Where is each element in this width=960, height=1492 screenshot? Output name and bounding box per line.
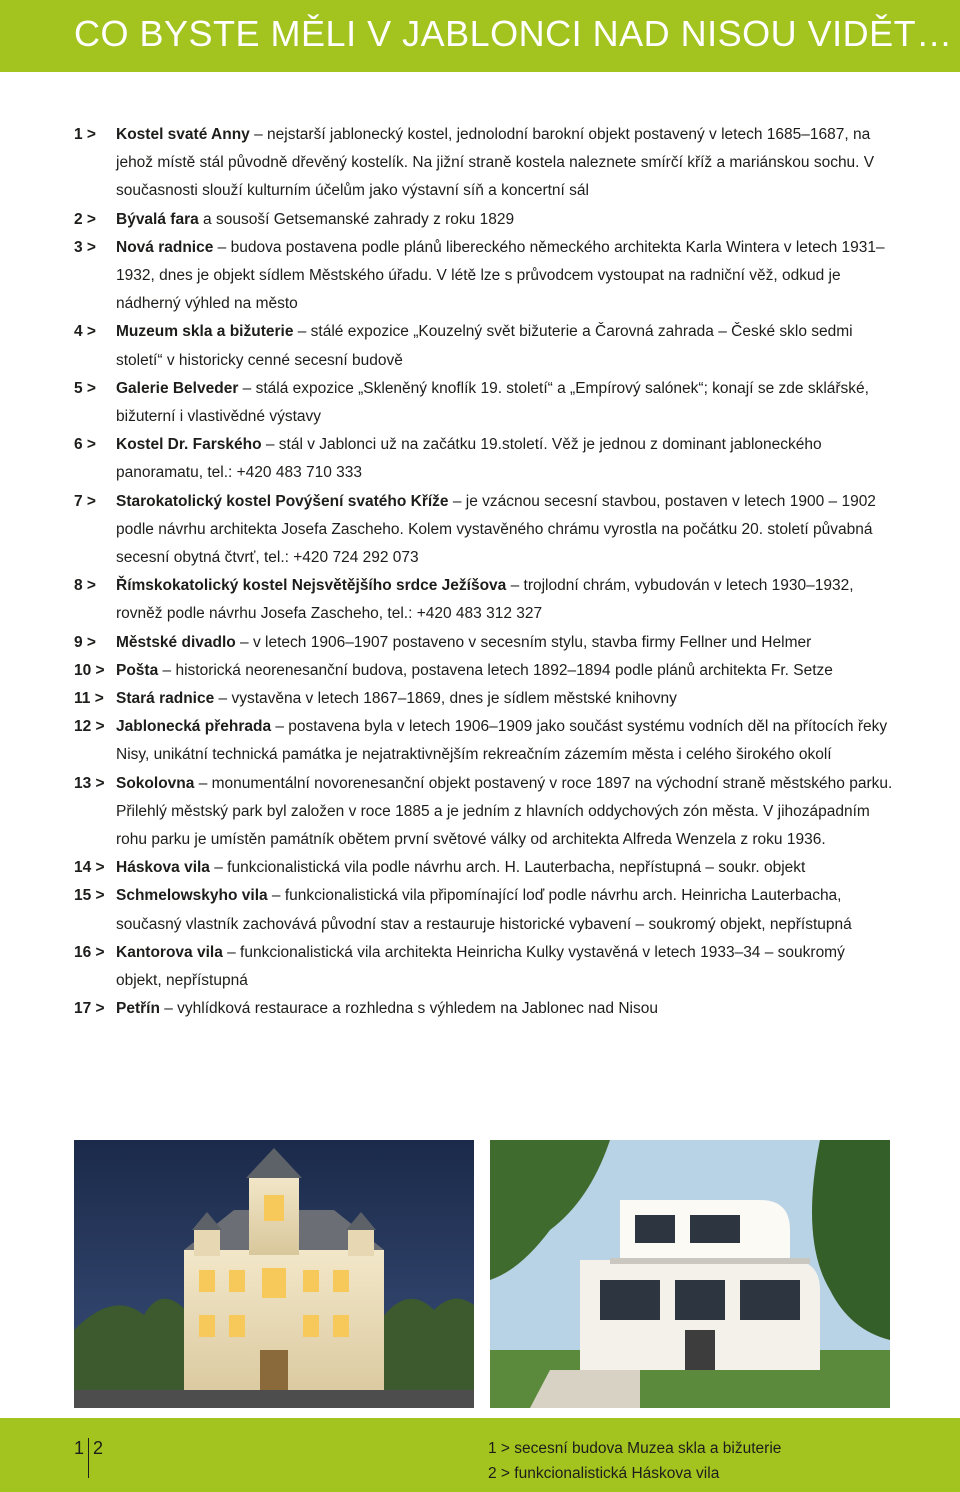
divider	[88, 1438, 89, 1478]
photo-numbers	[74, 1438, 103, 1478]
item-description: – monumentální novorenesanční objekt postavený v roce 1897 na východní straně městského parku. Přilehlý městský park byl založen v roce 1885 a je jedním z hlavních oddychových zón města. V jihozápadním rohu parku je umístěn památník obětem první světové války od architekta Alfreda Wenzela z roku 1936.	[116, 774, 893, 849]
item-name: Nová radnice	[116, 238, 214, 256]
list-item	[74, 375, 894, 431]
item-number: 8 >	[74, 577, 96, 595]
item-number: 6 >	[74, 436, 96, 454]
item-number: 10 >	[74, 661, 105, 679]
item-name: Kostel Dr. Farského	[116, 436, 262, 454]
item-name: Římskokatolický kostel Nejsvětějšího srdce Ježíšova	[116, 577, 507, 595]
item-name: Muzeum skla a bižuterie	[116, 323, 294, 341]
item-description: – postavena byla v letech 1906–1909 jako součást systému vodních děl na přítocích řeky Nisy, unikátní technická památka je nejatraktivnějším rekreačním zázemím města i celého širokého okolí	[116, 718, 888, 764]
list-item	[74, 488, 894, 573]
item-description: – stálá expozice „Skleněný knoflík 19. století“ a „Empírový salónek“; konají se zde sklářské, bižuterní i vlastivědné výstavy	[116, 379, 869, 426]
item-description: – trojlodní chrám, vybudován v letech 1930–1932, rovněž podle návrhu Josefa Zascheho, tel.: +420 483 312 327	[116, 577, 854, 623]
item-description: – je vzácnou secesní stavbou, postaven v letech 1900 – 1902 podle návrhu architekta Josefa Zascheho. Kolem vystavěného chrámu vyrostla na počátku 20. století půvabná secesní obytná čtvrť, tel.: +420 724 292 073	[116, 492, 876, 567]
item-description: – v letech 1906–1907 postaveno v secesním stylu, stavba firmy Fellner und Helmer	[235, 633, 812, 651]
list-item	[74, 657, 894, 685]
item-name: Starokatolický kostel Povýšení svatého Kříže	[116, 492, 449, 510]
villa-illustration	[490, 1140, 890, 1408]
footer-bar	[0, 1418, 960, 1492]
item-description: – stál v Jablonci už na začátku 19.století. Věž je jednou z dominant jabloneckého panoramatu, tel.: +420 483 710 333	[116, 436, 822, 482]
page-title: CO BYSTE MĚLI V JABLONCI NAD NISOU VIDĚT…	[74, 13, 953, 54]
item-name: Galerie Belveder	[116, 379, 239, 397]
item-number: 3 >	[74, 238, 96, 256]
item-name: Kostel svaté Anny	[116, 126, 250, 143]
item-number: 1 >	[74, 126, 96, 143]
list-item	[74, 431, 894, 487]
museum-building-photo	[74, 1140, 474, 1408]
item-number: 17 >	[74, 1000, 105, 1018]
list-item	[74, 713, 894, 769]
list-item	[74, 995, 894, 1023]
item-description: a sousoší Getsemanské zahrady z roku 1829	[198, 210, 515, 228]
list-item	[74, 121, 894, 206]
photo-number: 2	[93, 1438, 104, 1458]
item-description: – vystavěna v letech 1867–1869, dnes je sídlem městské knihovny	[214, 690, 677, 708]
item-description: – stálé expozice „Kouzelný svět bižuterie a Čarovná zahrada – České sklo sedmi století“ v historicky cenné secesní budově	[116, 323, 853, 369]
list-item	[74, 685, 894, 713]
item-name: Háskova vila	[116, 859, 210, 877]
item-name: Stará radnice	[116, 690, 215, 708]
list-item	[74, 206, 894, 234]
photo-caption: 1 > secesní budova Muzea skla a bižuterie	[488, 1440, 782, 1457]
item-description: – budova postavena podle plánů libereckého německého architekta Karla Wintera v letech 1931–1932, dnes je objekt sídlem Městského úřadu. V létě lze s průvodcem vystoupat na radniční věž, odkud je nádherný výhled na město	[116, 238, 885, 313]
list-item	[74, 882, 894, 938]
list-item	[74, 854, 894, 882]
museum-building-illustration	[74, 1140, 474, 1408]
item-number: 12 >	[74, 718, 105, 736]
header-bar	[0, 0, 960, 72]
item-description: – funkcionalistická vila podle návrhu arch. H. Lauterbacha, nepřístupná – soukr. objekt	[209, 859, 806, 877]
item-name: Kantorova vila	[116, 943, 223, 961]
item-number: 9 >	[74, 633, 96, 651]
photo-number: 1	[74, 1438, 85, 1458]
item-number: 14 >	[74, 859, 105, 877]
list-item	[74, 572, 894, 628]
item-number: 15 >	[74, 887, 105, 905]
item-description: – vyhlídková restaurace a rozhledna s výhledem na Jablonec nad Nisou	[159, 1000, 658, 1018]
item-name: Bývalá fara	[116, 210, 199, 228]
photo-caption: 2 > funkcionalistická Háskova vila	[488, 1465, 720, 1482]
list-item	[74, 234, 894, 319]
item-description: – historická neorenesanční budova, postavena letech 1892–1894 podle plánů architekta Fr. Setze	[158, 661, 833, 679]
item-number: 11 >	[74, 690, 104, 708]
item-number: 7 >	[74, 492, 96, 510]
item-name: Schmelowskyho vila	[116, 887, 268, 905]
item-number: 2 >	[74, 210, 96, 228]
item-number: 4 >	[74, 323, 96, 341]
list-item	[74, 629, 894, 657]
item-name: Jablonecká přehrada	[116, 718, 272, 736]
item-name: Sokolovna	[116, 774, 195, 792]
attractions-list	[74, 121, 894, 1024]
item-description: – nejstarší jablonecký kostel, jednolodní barokní objekt postavený v letech 1685–1687, na jehož místě stál původně dřevěný kostelík. Na jižní straně kostela naleznete smírčí kříž a mariánskou sochu. V současnosti slouží kulturním účelům jako výstavní síň a koncertní sál	[116, 126, 875, 200]
item-name: Petřín	[116, 1000, 160, 1018]
item-name: Pošta	[116, 661, 159, 679]
list-item	[74, 318, 894, 374]
item-description: – funkcionalistická vila připomínající loď podle návrhu arch. Heinricha Lauterbacha, současný vlastník zachovává původní stav a restauruje historické vybavení – soukromý objekt, nepřístupná	[116, 887, 852, 933]
photo-strip	[74, 1140, 890, 1408]
villa-photo	[490, 1140, 890, 1408]
list-item	[74, 939, 894, 995]
item-number: 5 >	[74, 379, 96, 397]
list-item	[74, 770, 894, 855]
item-description: – funkcionalistická vila architekta Heinricha Kulky vystavěná v letech 1933–34 – soukromý objekt, nepřístupná	[116, 943, 845, 990]
photo-captions	[488, 1436, 781, 1486]
item-name: Městské divadlo	[116, 633, 236, 651]
item-number: 13 >	[74, 774, 105, 792]
item-number: 16 >	[74, 943, 105, 961]
